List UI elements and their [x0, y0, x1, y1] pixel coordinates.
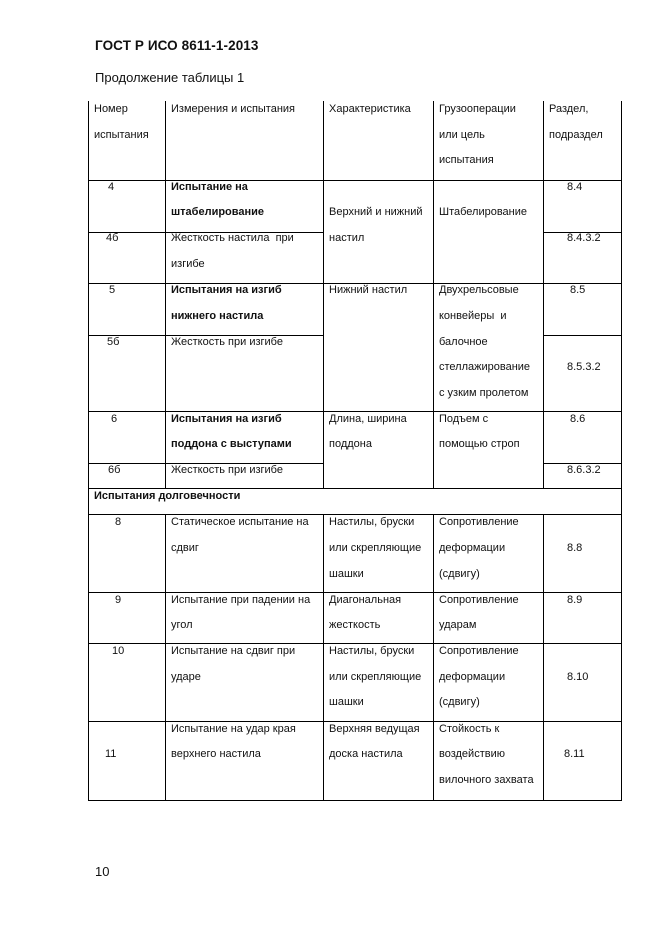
- row8-operation-line1: Сопротивление: [439, 516, 519, 528]
- row6-section: 8.6: [570, 413, 586, 425]
- row4b-test-line2: изгибе: [171, 258, 205, 270]
- row6-num: 6: [111, 413, 118, 425]
- row5-num: 5: [109, 284, 116, 296]
- group6-operation-line1: Подъем с: [439, 413, 489, 425]
- row10-characteristic-line3: шашки: [329, 696, 364, 708]
- row8-characteristic-line1: Настилы, бруски: [329, 516, 415, 528]
- group5-operation-line4: стеллажирование: [439, 361, 531, 373]
- row9-num: 9: [115, 594, 122, 606]
- header-num-line1: Номер: [94, 103, 128, 115]
- row6b-test: Жесткость при изгибе: [171, 464, 283, 476]
- header-section-line2: подраздел: [549, 129, 603, 141]
- group5-characteristic: Нижний настил: [329, 284, 408, 296]
- group6-characteristic-line1: Длина, ширина: [329, 413, 407, 425]
- row4-num: 4: [108, 181, 115, 193]
- row8-operation-line3: (сдвигу): [439, 568, 480, 580]
- header-num-line2: испытания: [94, 129, 149, 141]
- row5-section: 8.5: [570, 284, 586, 296]
- row11-test-line2: верхнего настила: [171, 748, 261, 760]
- row8-section: 8.8: [567, 542, 583, 554]
- row11-num: 11: [105, 748, 117, 760]
- header-test: Измерения и испытания: [171, 103, 296, 115]
- header-operation-line1: Грузооперации: [439, 103, 516, 115]
- row5b-num: 5б: [107, 336, 120, 348]
- row10-num: 10: [112, 645, 125, 657]
- row8-operation-line2: деформации: [439, 542, 506, 554]
- document-standard-title: ГОСТ Р ИСО 8611-1-2013: [95, 38, 259, 53]
- durability-section-heading: Испытания долговечности: [94, 490, 241, 502]
- row4-section: 8.4: [567, 181, 583, 193]
- header-section-line1: Раздел,: [549, 103, 589, 115]
- group5-operation-line2: конвейеры и: [439, 310, 507, 322]
- row9-operation-line1: Сопротивление: [439, 594, 519, 606]
- row6-test-line1: Испытания на изгиб: [171, 413, 282, 425]
- row11-characteristic-line2: доска настила: [329, 748, 403, 760]
- row5-test-line2: нижнего настила: [171, 310, 264, 322]
- row10-section: 8.10: [567, 671, 589, 683]
- row10-operation-line3: (сдвигу): [439, 696, 480, 708]
- row4b-section: 8.4.3.2: [567, 232, 601, 244]
- row9-characteristic-line1: Диагональная: [329, 594, 402, 606]
- row11-section: 8.11: [564, 748, 585, 760]
- row8-characteristic-line3: шашки: [329, 568, 364, 580]
- row8-test-line1: Статическое испытание на: [171, 516, 309, 528]
- row11-operation-line3: вилочного захвата: [439, 774, 534, 786]
- row10-characteristic-line1: Настилы, бруски: [329, 645, 415, 657]
- row10-test-line1: Испытание на сдвиг при: [171, 645, 296, 657]
- row4-test-line2: штабелирование: [171, 206, 265, 218]
- row8-num: 8: [115, 516, 122, 528]
- table-continuation-caption: Продолжение таблицы 1: [95, 70, 245, 85]
- row11-characteristic-line1: Верхняя ведущая: [329, 723, 420, 735]
- row4b-test-line1: Жесткость настила при: [171, 232, 294, 244]
- header-operation-line3: испытания: [439, 154, 494, 166]
- row10-operation-line1: Сопротивление: [439, 645, 519, 657]
- row5-test-line1: Испытания на изгиб: [171, 284, 282, 296]
- row11-operation-line1: Стойкость к: [439, 723, 500, 735]
- row10-operation-line2: деформации: [439, 671, 506, 683]
- row9-test-line1: Испытание при падении на: [171, 594, 311, 606]
- row6-test-line2: поддона с выступами: [171, 438, 292, 450]
- row6b-section: 8.6.3.2: [567, 464, 601, 476]
- row8-test-line2: сдвиг: [171, 542, 199, 554]
- row10-test-line2: ударе: [171, 671, 201, 683]
- group5-operation-line5: с узким пролетом: [439, 387, 529, 399]
- row8-characteristic-line2: или скрепляющие: [329, 542, 422, 554]
- row11-operation-line2: воздействию: [439, 748, 505, 760]
- row9-section: 8.9: [567, 594, 583, 606]
- group5-operation-line1: Двухрельсовые: [439, 284, 519, 296]
- page-number: 10: [95, 864, 110, 879]
- row4b-num: 4б: [106, 232, 119, 244]
- group4-operation: Штабелирование: [439, 206, 528, 218]
- row4-test-line1: Испытание на: [171, 181, 248, 193]
- group4-characteristic-line1: Верхний и нижний: [329, 206, 423, 218]
- row5b-section: 8.5.3.2: [567, 361, 601, 373]
- group6-characteristic-line2: поддона: [329, 438, 372, 450]
- row9-characteristic-line2: жесткость: [329, 619, 381, 631]
- header-operation-line2: или цель: [439, 129, 485, 141]
- row9-test-line2: угол: [171, 619, 193, 631]
- row10-characteristic-line2: или скрепляющие: [329, 671, 422, 683]
- row9-operation-line2: ударам: [439, 619, 477, 631]
- group5-operation-line3: балочное: [439, 336, 488, 348]
- group6-operation-line2: помощью строп: [439, 438, 520, 450]
- header-characteristic: Характеристика: [329, 103, 411, 115]
- row5b-test: Жесткость при изгибе: [171, 336, 283, 348]
- row6b-num: 6б: [108, 464, 121, 476]
- row11-test-line1: Испытание на удар края: [171, 723, 296, 735]
- group4-characteristic-line2: настил: [329, 232, 365, 244]
